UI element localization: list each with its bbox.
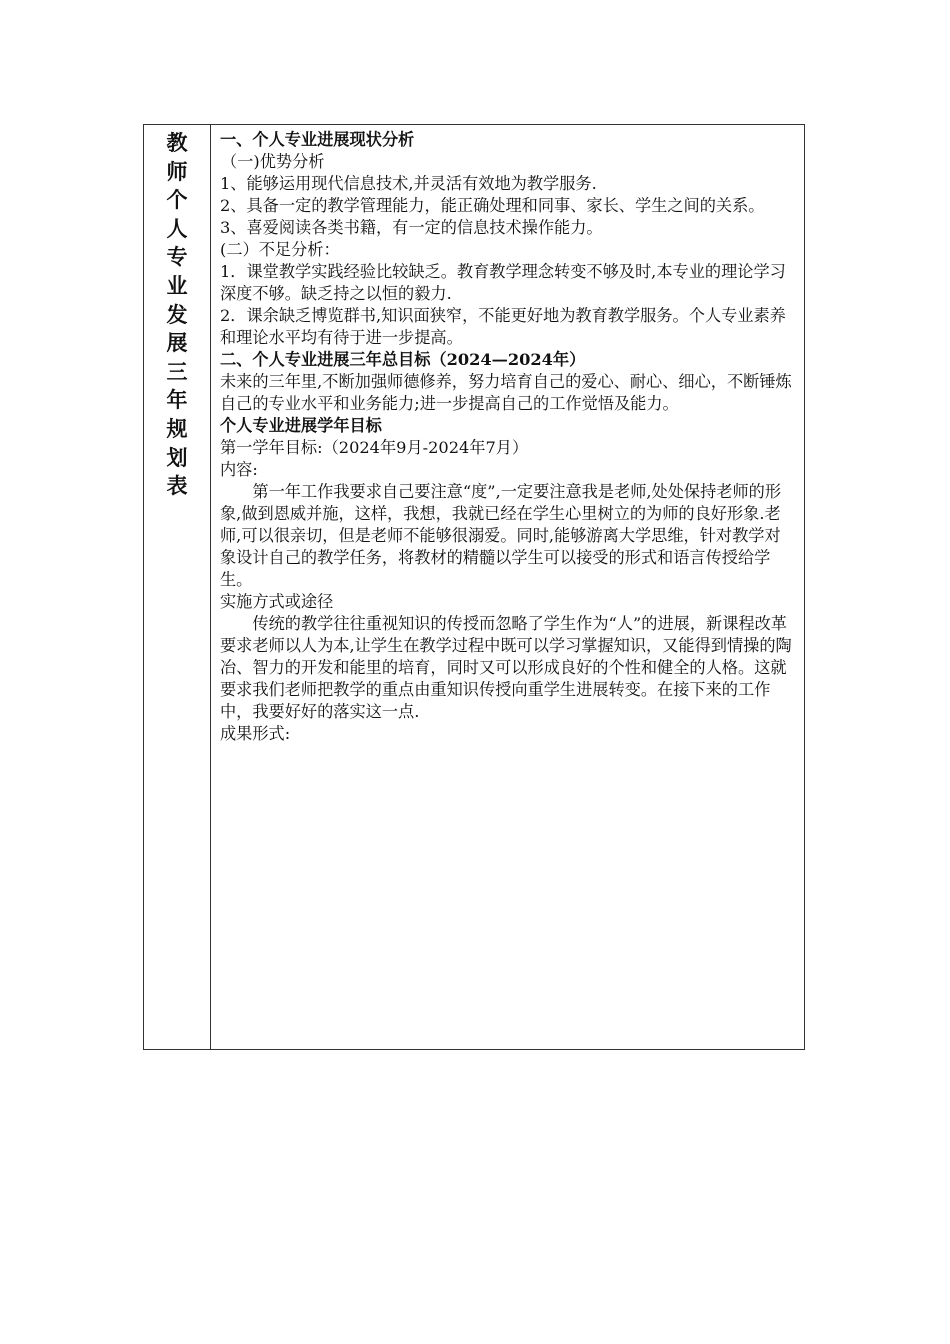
- year1-goal: 第一学年目标:（2024年9月-2024年7月）: [220, 438, 529, 457]
- table-title-char: 人: [166, 215, 188, 241]
- method-label: 实施方式或途径: [220, 592, 334, 611]
- plan-table: [143, 124, 805, 1050]
- advantage-item-2: 2、具备一定的教学管理能力，能正确处理和同事、家长、学生之间的关系。: [220, 196, 765, 215]
- method-paragraph: 传统的教学往往重视知识的传授而忽略了学生作为“人”的进展，新课程改革要求老师以人为本,让学生在教学过程中既可以学习掌握知识，又能得到情操的陶冶、智力的开发和能里的培育，同时又可以形成良好的个性和健全的人格。这就要求我们老师把教学的重点由重知识传授向重学生进展转变。在接下来的工作中，我要好好的落实这一点.: [220, 614, 792, 721]
- table-title-char: 教: [166, 130, 188, 155]
- shortcoming-item-2: 2．课余缺乏博览群书,知识面狭窄，不能更好地为教育教学服务。个人专业素养和理论水平均有待于进一步提高。: [220, 306, 786, 347]
- section-heading-status: 一、个人专业进展现状分析: [220, 130, 415, 149]
- table-title-char: 三: [166, 358, 188, 384]
- table-title-char: 业: [166, 272, 188, 298]
- result-label: 成果形式:: [220, 724, 291, 743]
- subheading-shortcomings: (二）不足分析：: [220, 240, 340, 259]
- advantage-item-3: 3、喜爱阅读各类书籍，有一定的信息技术操作能力。: [220, 218, 603, 237]
- table-title-char: 年: [166, 387, 188, 413]
- table-title-column: [144, 125, 211, 1049]
- subheading-advantages: （一)优势分析: [221, 152, 325, 171]
- table-title-char: 表: [166, 473, 188, 499]
- shortcoming-item-1: 1．课堂教学实践经验比较缺乏。教育教学理念转变不够及时,本专业的理论学习深度不够。缺乏持之以恒的毅力.: [220, 262, 786, 303]
- table-title-char: 师: [166, 158, 188, 184]
- section-heading-yearly: 个人专业进展学年目标: [220, 416, 382, 435]
- table-content-column: [211, 125, 804, 1049]
- table-title-char: 发: [166, 301, 188, 327]
- content-label: 内容:: [220, 460, 258, 479]
- table-title-char: 划: [166, 444, 188, 470]
- advantage-item-1: 1、能够运用现代信息技术,并灵活有效地为教学服务.: [220, 174, 597, 193]
- content-paragraph: 第一年工作我要求自己要注意“度”,一定要注意我是老师,处处保持老师的形象,做到恩威并施，这样，我想，我就已经在学生心里树立的为师的良好形象.老师,可以很亲切，但是老师不能够很溺爱。同时,能够游离大学思维，针对教学对象设计自己的教学任务，将教材的精髓以学生可以接受的形式和语言传授给学生。: [220, 482, 782, 589]
- table-title-char: 规: [166, 415, 188, 441]
- table-title-char: 专: [166, 244, 188, 270]
- table-title-char: 展: [166, 330, 188, 356]
- table-title-char: 个: [166, 187, 188, 213]
- goal-paragraph: 未来的三年里,不断加强师德修养，努力培育自己的爱心、耐心、细心，不断锤炼自己的专业水平和业务能力;进一步提高自己的工作觉悟及能力。: [220, 372, 792, 413]
- section-heading-goals: 二、个人专业进展三年总目标（2024—2024年）: [220, 350, 586, 369]
